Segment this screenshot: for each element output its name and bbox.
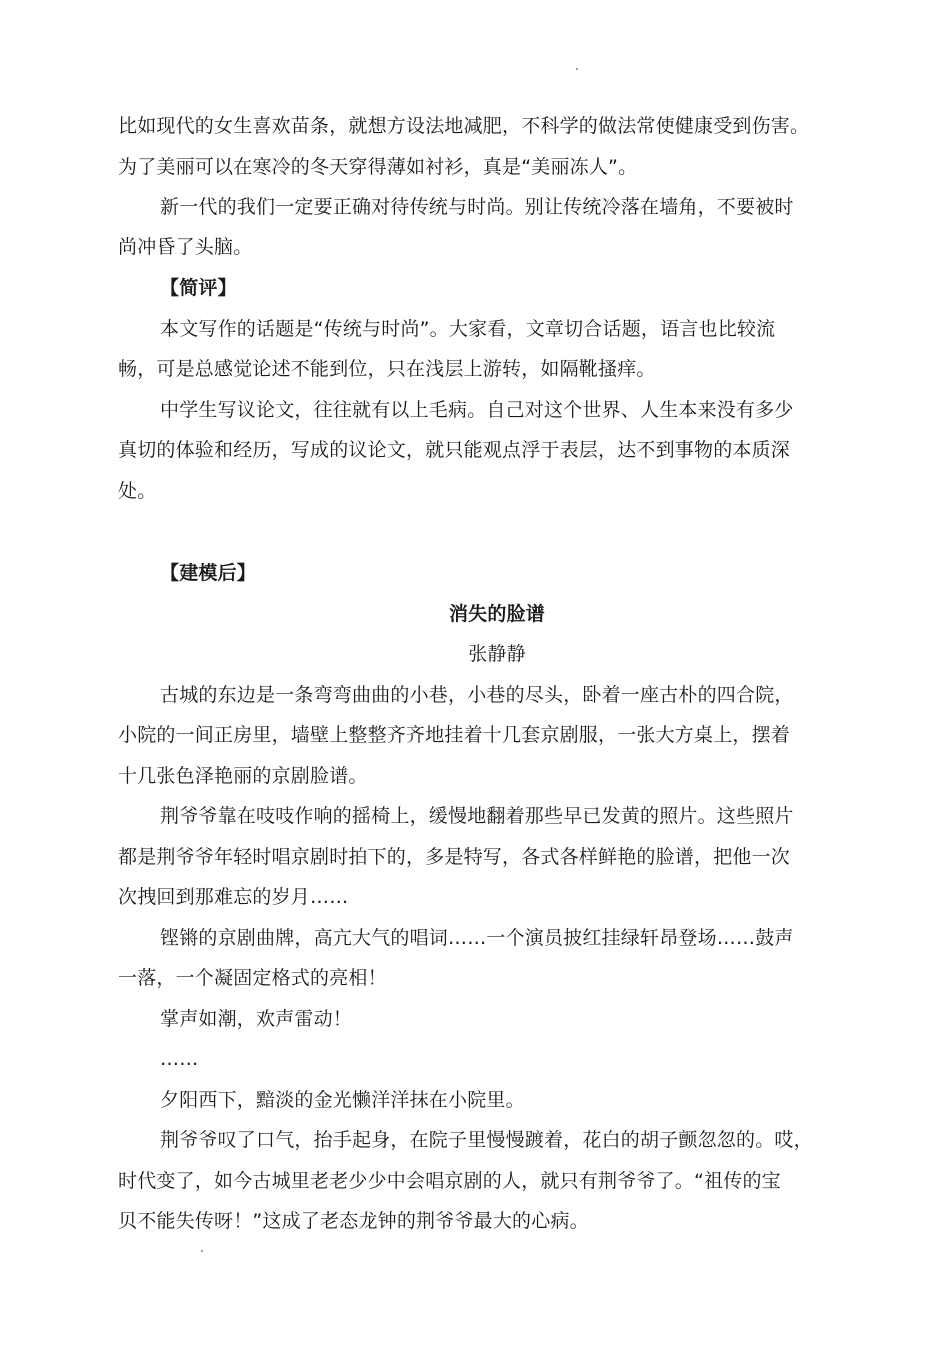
paragraph-line: 都是荆爷爷年轻时唱京剧时拍下的，多是特写，各式各样鲜艳的脸谱，把他一次	[118, 846, 791, 868]
paragraph-line: 铿锵的京剧曲牌，高亢大气的唱词……一个演员披红挂绿轩昂登场……鼓声	[160, 927, 794, 949]
paragraph-line: 比如现代的女生喜欢苗条，就想方设法地减肥，不科学的做法常使健康受到伤害。	[118, 115, 810, 137]
paragraph-line: 荆爷爷叹了口气，抬手起身，在院子里慢慢踱着，花白的胡子颤忽忽的。哎，	[160, 1129, 813, 1151]
paragraph-line: 十几张色泽艳丽的京剧脸谱。	[118, 765, 368, 787]
paragraph-line: 为了美丽可以在寒冷的冬天穿得薄如衬衫，真是“美丽冻人”。	[118, 156, 638, 178]
paragraph-line: 处。	[118, 480, 157, 502]
after-heading: 【建模后】	[160, 562, 257, 584]
essay-author: 张静静	[468, 643, 526, 665]
paragraph-line: 真切的体验和经历，写成的议论文，就只能观点浮于表层，达不到事物的本质深	[118, 439, 791, 461]
paragraph-line: 中学生写议论文，往往就有以上毛病。自己对这个世界、人生本来没有多少	[160, 399, 794, 421]
scan-speck	[576, 68, 578, 70]
review-heading: 【简评】	[160, 277, 237, 299]
paragraph-line: 夕阳西下，黯淡的金光懒洋洋抹在小院里。	[160, 1089, 525, 1111]
essay-title: 消失的脸谱	[448, 603, 545, 625]
paragraph-line: 荆爷爷靠在吱吱作响的摇椅上，缓慢地翻着那些早已发黄的照片。这些照片	[160, 805, 794, 827]
paragraph-line: 畅，可是总感觉论述不能到位，只在浅层上游转，如隔靴搔痒。	[118, 358, 656, 380]
paragraph-line: 次拽回到那难忘的岁月……	[118, 886, 349, 908]
paragraph-line: 掌声如潮，欢声雷动！	[160, 1008, 353, 1030]
paragraph-line: 小院的一间正房里，墙壁上整整齐齐地挂着十几套京剧服，一张大方桌上，摆着	[118, 724, 791, 746]
paragraph-line: 贝不能失传呀！”这成了老态龙钟的荆爷爷最大的心病。	[118, 1210, 589, 1232]
paragraph-line: 尚冲昏了头脑。	[118, 236, 253, 258]
scan-speck	[201, 1250, 203, 1252]
paragraph-line: 古城的东边是一条弯弯曲曲的小巷，小巷的尽头，卧着一座古朴的四合院，	[160, 684, 794, 706]
paragraph-line: 本文写作的话题是“传统与时尚”。大家看，文章切合话题，语言也比较流	[160, 318, 776, 340]
paragraph-line: 新一代的我们一定要正确对待传统与时尚。别让传统冷落在墙角，不要被时	[160, 196, 794, 218]
paragraph-line: 一落，一个凝固定格式的亮相！	[118, 967, 387, 989]
paragraph-line: 时代变了，如今古城里老老少少中会唱京剧的人，就只有荆爷爷了。“祖传的宝	[118, 1170, 781, 1192]
paragraph-line: ……	[160, 1048, 199, 1070]
